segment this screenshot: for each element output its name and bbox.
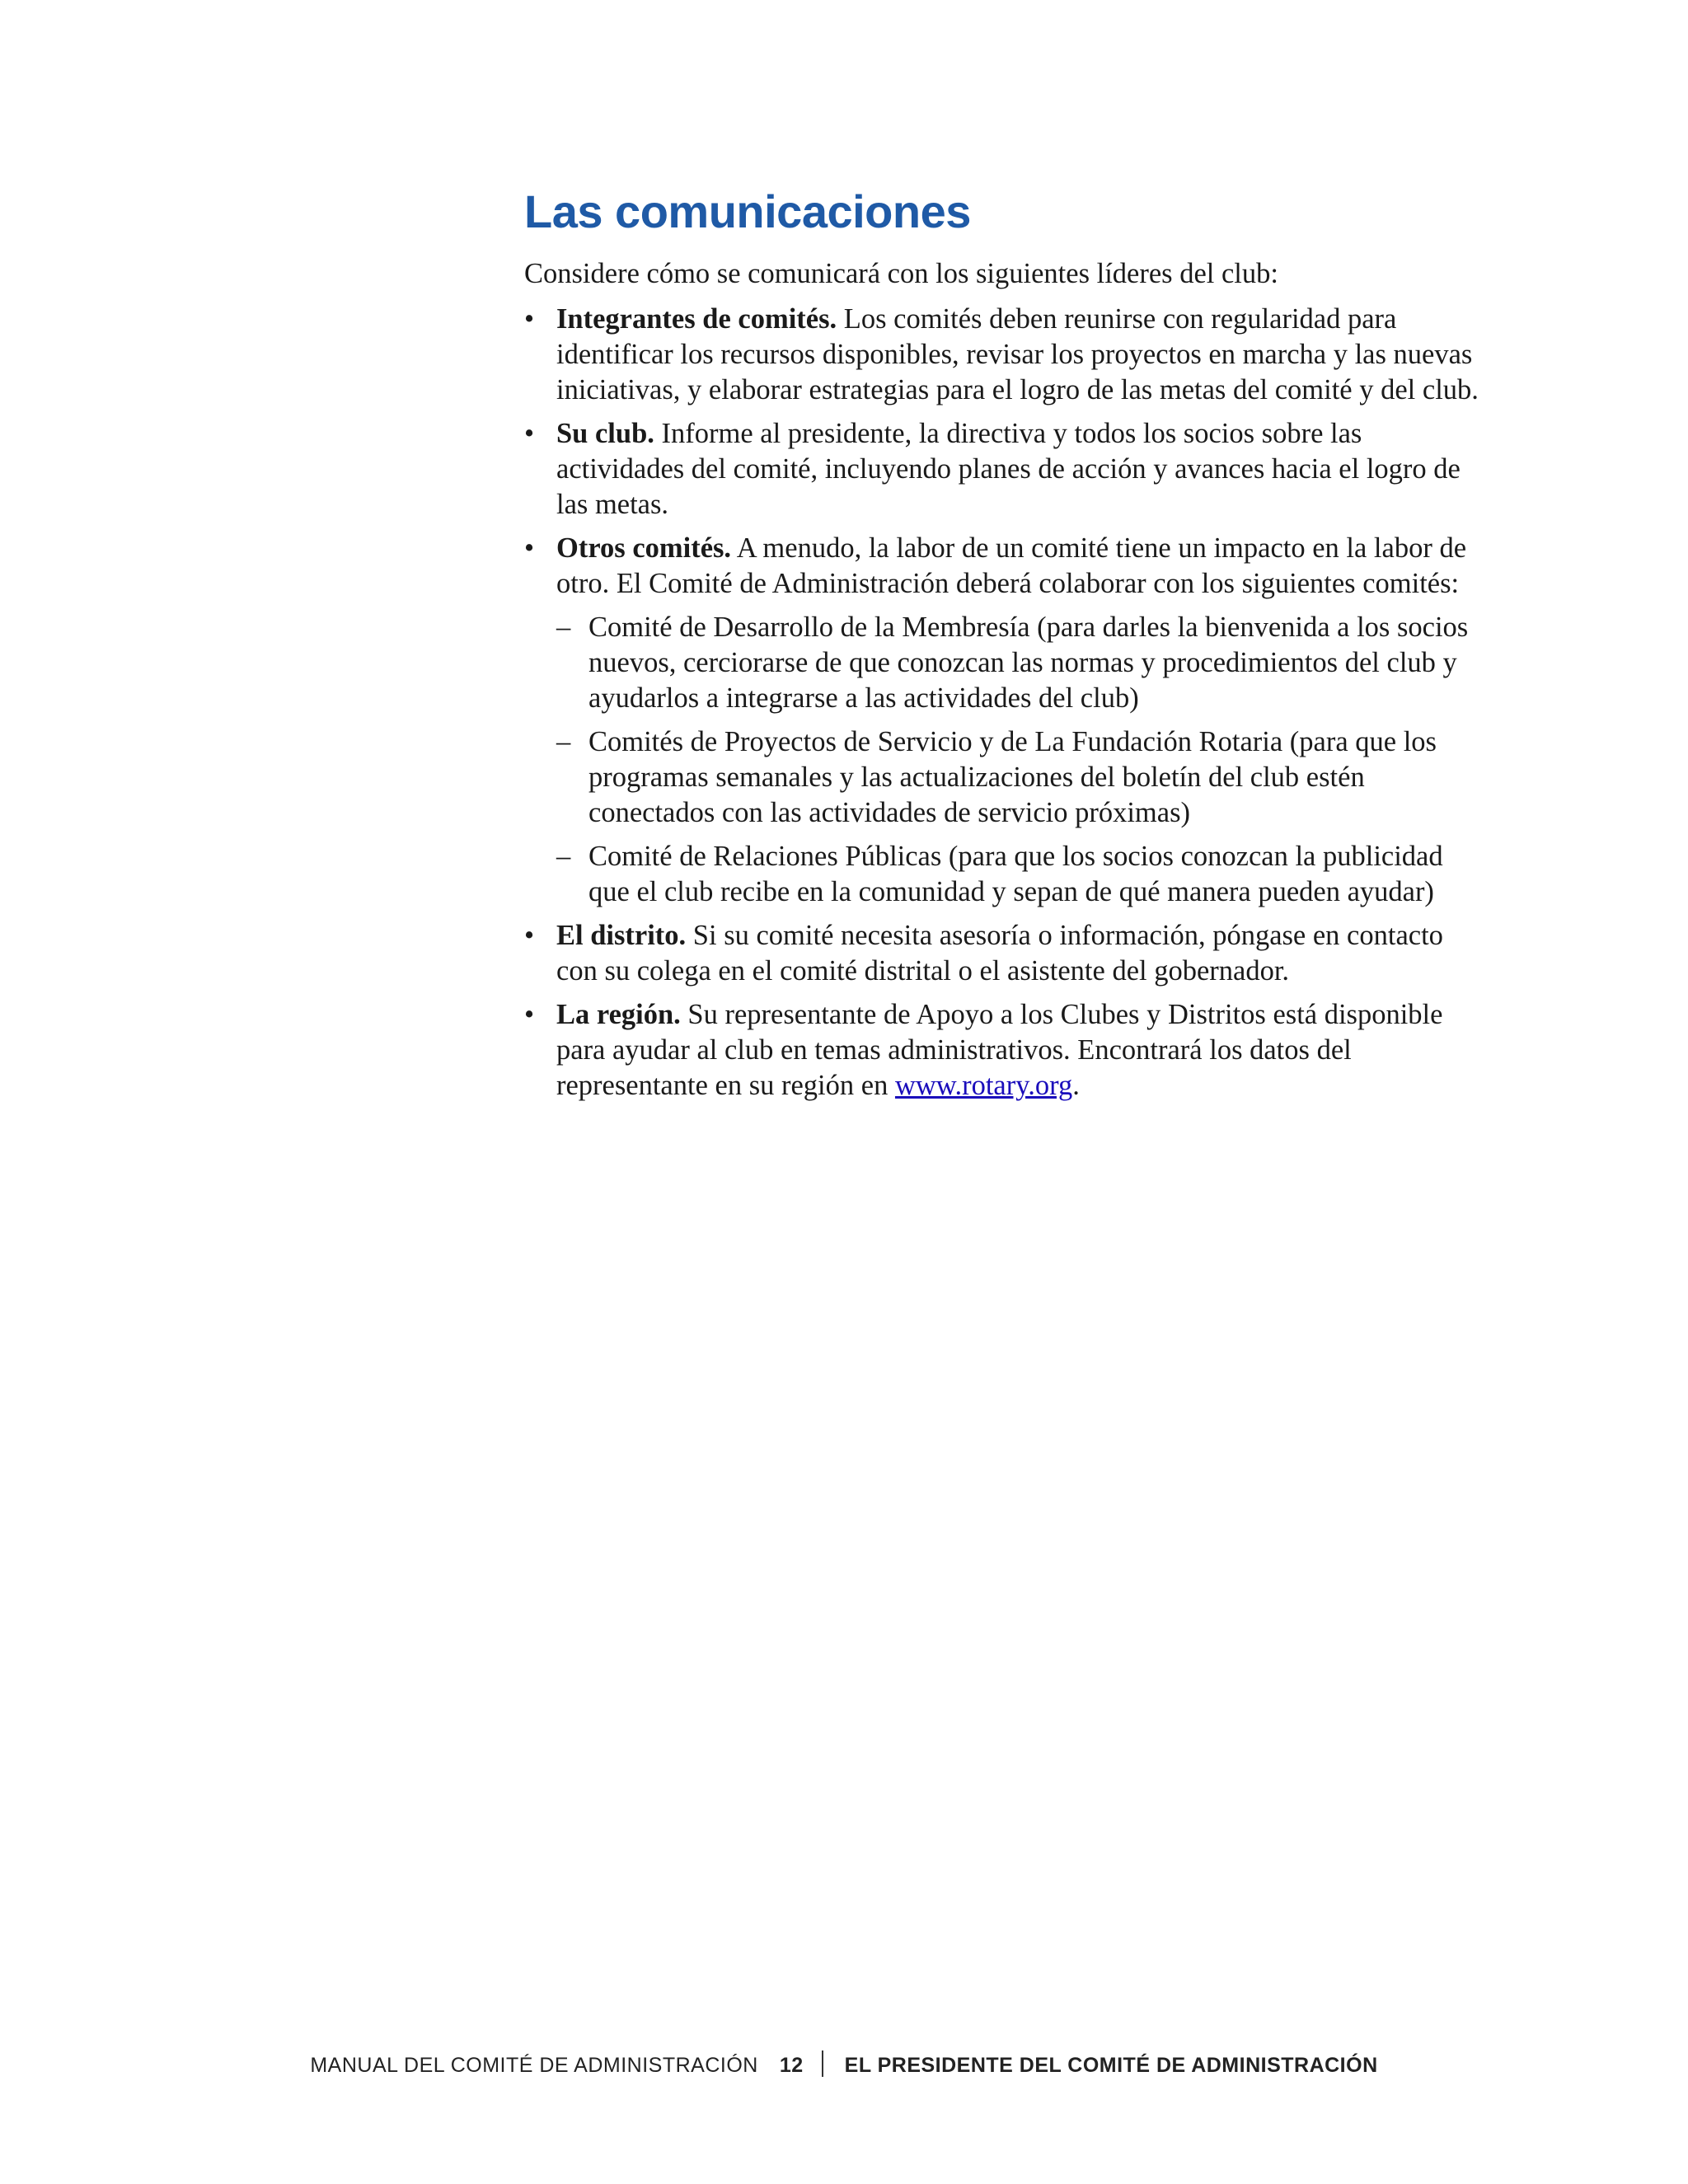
item-text-end: . <box>1072 1070 1080 1102</box>
item-heading: Integrantes de comités. <box>556 303 837 335</box>
intro-text: Considere cómo se comunicará con los siguientes líderes del club: <box>524 258 1278 290</box>
list-item-other-committees <box>524 531 1480 910</box>
item-heading: La región. <box>556 999 681 1031</box>
list-item-region <box>524 997 1480 1104</box>
item-text: Si su comité necesita asesoría o información, póngase en contacto con su colega en el comité distrital o el asistente del gobernador. <box>556 920 1443 987</box>
sublist-item-membership: – Comité de Desarrollo de la Membresía (para darles la bienvenida a los socios nuevos, cerciorarse de que conozcan las normas y procedimientos del club y ayudarlos a integrarse a las actividades del club) <box>556 610 1480 716</box>
list-item-your-club <box>524 416 1480 523</box>
item-text: Informe al presidente, la directiva y todos los socios sobre las actividades del comité, incluyendo planes de acción y avances hacia el logro de las metas. <box>556 418 1461 521</box>
footer-divider <box>822 2050 823 2077</box>
item-heading: Su club. <box>556 418 654 450</box>
item-text: Los comités deben reunirse con regularidad para identificar los recursos disponibles, revisar los proyectos en marcha y las nuevas iniciativas, y elaborar estrategias para el logro de las metas del comité y del club. <box>556 303 1479 406</box>
list-item-district <box>524 918 1480 989</box>
page-number: 12 <box>779 2054 804 2077</box>
item-heading: El distrito. <box>556 920 687 952</box>
page-title: Las comunicaciones <box>524 185 971 237</box>
footer-section-title: EL PRESIDENTE DEL COMITÉ DE ADMINISTRACIÓN <box>844 2054 1378 2077</box>
item-text: Su representante de Apoyo a los Clubes y Distritos está disponible para ayudar al club en temas administrativos. Encontrará los datos del representante en su región en <box>556 999 1443 1102</box>
leaders-list <box>524 302 1480 1104</box>
committees-sublist <box>556 610 1480 910</box>
footer-manual-title: MANUAL DEL COMITÉ DE ADMINISTRACIÓN <box>310 2054 758 2077</box>
item-text: A menudo, la labor de un comité tiene un impacto en la labor de otro. El Comité de Administración deberá colaborar con los siguientes comités: <box>556 532 1467 600</box>
sublist-item-service-projects: – Comités de Proyectos de Servicio y de La Fundación Rotaria (para que los programas semanales y las actualizaciones del boletín del club estén conectados con las actividades de servicio próximas) <box>556 724 1480 831</box>
item-heading: Otros comités. <box>556 532 732 565</box>
page-footer <box>0 2050 1688 2078</box>
rotary-website-link[interactable]: www.rotary.org <box>894 1070 1073 1102</box>
sublist-item-public-relations: – Comité de Relaciones Públicas (para que los socios conozcan la publicidad que el club recibe en la comunidad y sepan de qué manera pueden ayudar) <box>556 839 1480 910</box>
page-content <box>524 185 1480 1112</box>
list-item-committee-members <box>524 302 1480 408</box>
